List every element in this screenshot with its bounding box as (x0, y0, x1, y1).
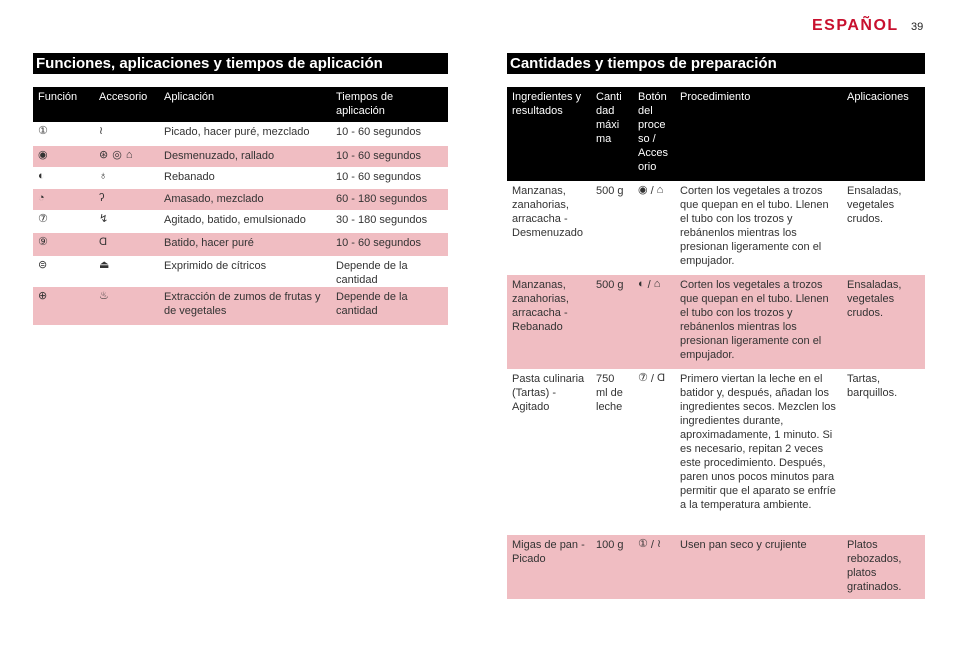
application-cell: Extracción de zumos de frutas y de vegetales (159, 287, 331, 325)
procedure-cell: Primero viertan la leche en el batidor y, después, añadan los ingredientes secos. Mezclen los ingredientes durante, aproximadamente, 1 minuto. Si es necesario, repitan 2 veces este procedimiento. Después, paren unos pocos minutos para permitir que el aparato se enfríe a la temperatura ambiente. (675, 369, 842, 535)
table-row (33, 122, 448, 146)
whisk-icon: ⑦ (638, 372, 648, 384)
table-row (507, 275, 925, 369)
applications-cell: Tartas, barquillos. (842, 369, 925, 535)
procedure-cell: Corten los vegetales a trozos que quepan en el tubo. Llenen el tubo con los trozos y rebánenlos mientras los presionan ligeramente con el empujador. (675, 275, 842, 369)
column-header-applications: Aplicaciones (842, 87, 925, 181)
table-row (33, 146, 448, 167)
blender-jar-icon: Ɑ (99, 236, 108, 248)
kneading-accessory-icon: ʔ (99, 192, 105, 204)
column-header-quantity: Canti dad máxi ma (591, 87, 633, 181)
applications-cell: Ensaladas, vegetales crudos. (842, 181, 925, 275)
table-row (33, 233, 448, 256)
applications-cell: Platos rebozados, platos gratinados. (842, 535, 925, 599)
blender-jar-icon: Ɑ (656, 372, 665, 384)
table-row (33, 210, 448, 233)
whisk-icon: ⑦ (38, 213, 48, 225)
button-cell: ◉ / ⌂ (633, 181, 675, 275)
application-cell: Batido, hacer puré (159, 233, 331, 256)
applications-cell: Ensaladas, vegetales crudos. (842, 275, 925, 369)
table-row (33, 287, 448, 325)
juicer-accessory-icon: ♨ (99, 290, 109, 302)
time-cell: Depende de la cantidad (331, 287, 448, 325)
blade-icon: ≀ (99, 125, 104, 137)
shredding-disc-icon: ⌂ (125, 149, 133, 161)
table-row (33, 189, 448, 210)
quantity-cell: 500 g (591, 181, 633, 275)
time-cell: 30 - 180 segundos (331, 210, 448, 233)
quantities-table-header (507, 87, 925, 181)
table-row (507, 181, 925, 275)
emulsifying-disc-icon: ↯ (99, 213, 109, 225)
coarse-grating-disc-icon: ⊛ (99, 149, 109, 161)
blade-icon: ≀ (656, 538, 662, 550)
chopping-blade-icon: ① (38, 125, 48, 137)
grating-disc-icon: ◉ (638, 184, 648, 196)
chopping-blade-icon: ① (638, 538, 648, 550)
ingredients-cell: Manzanas, zanahorias, arracacha - Rebanado (507, 275, 591, 369)
application-cell: Exprimido de cítricos (159, 256, 331, 287)
column-header-accessory: Accesorio (94, 87, 159, 122)
shredding-disc-icon: ⌂ (656, 184, 664, 196)
ingredients-cell: Manzanas, zanahorias, arracacha - Desmenuzado (507, 181, 591, 275)
shredding-disc-icon: ⌂ (653, 278, 661, 290)
table-row (507, 369, 925, 535)
application-cell: Picado, hacer puré, mezclado (159, 122, 331, 146)
functions-table-header (33, 87, 448, 122)
table-row (33, 256, 448, 287)
section2-title: Cantidades y tiempos de preparación (507, 53, 925, 74)
time-cell: Depende de la cantidad (331, 256, 448, 287)
juicer-icon: ⊕ (38, 290, 48, 302)
column-header-application: Aplicación (159, 87, 331, 122)
quantity-cell: 750 ml de leche (591, 369, 633, 535)
time-cell: 10 - 60 segundos (331, 167, 448, 189)
slicing-insert-icon: ♁ (99, 170, 108, 182)
citrus-press-icon: ⊜ (38, 259, 48, 271)
slicing-disc-icon: ◐ (638, 278, 645, 290)
application-cell: Amasado, mezclado (159, 189, 331, 210)
application-cell: Agitado, batido, emulsionado (159, 210, 331, 233)
blender-icon: ⑨ (38, 236, 48, 248)
ingredients-cell: Migas de pan - Picado (507, 535, 591, 599)
grating-disc-icon: ◉ (38, 149, 48, 161)
time-cell: 60 - 180 segundos (331, 189, 448, 210)
table-row (33, 167, 448, 189)
ingredients-cell: Pasta culinaria (Tartas) - Agitado (507, 369, 591, 535)
citrus-cone-icon: ⏏ (99, 259, 110, 271)
column-header-function: Función (33, 87, 94, 122)
button-cell: ◐ / ⌂ (633, 275, 675, 369)
fine-grating-disc-icon: ◎ (112, 149, 122, 161)
application-cell: Desmenuzado, rallado (159, 146, 331, 167)
column-header-ingredients: Ingredientes y resultados (507, 87, 591, 181)
procedure-cell: Corten los vegetales a trozos que quepan en el tubo. Llenen el tubo con los trozos y rebánenlos mientras los presionan ligeramente con el empujador. (675, 181, 842, 275)
table-row (507, 535, 925, 599)
application-cell: Rebanado (159, 167, 331, 189)
quantity-cell: 100 g (591, 535, 633, 599)
column-header-procedure: Procedimiento (675, 87, 842, 181)
button-cell: ⑦ / Ɑ (633, 369, 675, 535)
time-cell: 10 - 60 segundos (331, 233, 448, 256)
section1-title: Funciones, aplicaciones y tiempos de aplicación (33, 53, 448, 74)
time-cell: 10 - 60 segundos (331, 146, 448, 167)
functions-table (33, 87, 448, 325)
button-cell: ① / ≀ (633, 535, 675, 599)
procedure-cell: Usen pan seco y crujiente (675, 535, 842, 599)
quantity-cell: 500 g (591, 275, 633, 369)
page-number: 39 (911, 21, 924, 33)
kneading-icon: ◔ (38, 192, 45, 204)
language-label: ESPAÑOL (812, 17, 899, 34)
quantities-table (507, 87, 925, 599)
slicing-disc-icon: ◐ (38, 170, 45, 182)
time-cell: 10 - 60 segundos (331, 122, 448, 146)
column-header-time: Tiempos de aplicación (331, 87, 448, 122)
column-header-button: Botón del proce so / Acces orio (633, 87, 675, 181)
